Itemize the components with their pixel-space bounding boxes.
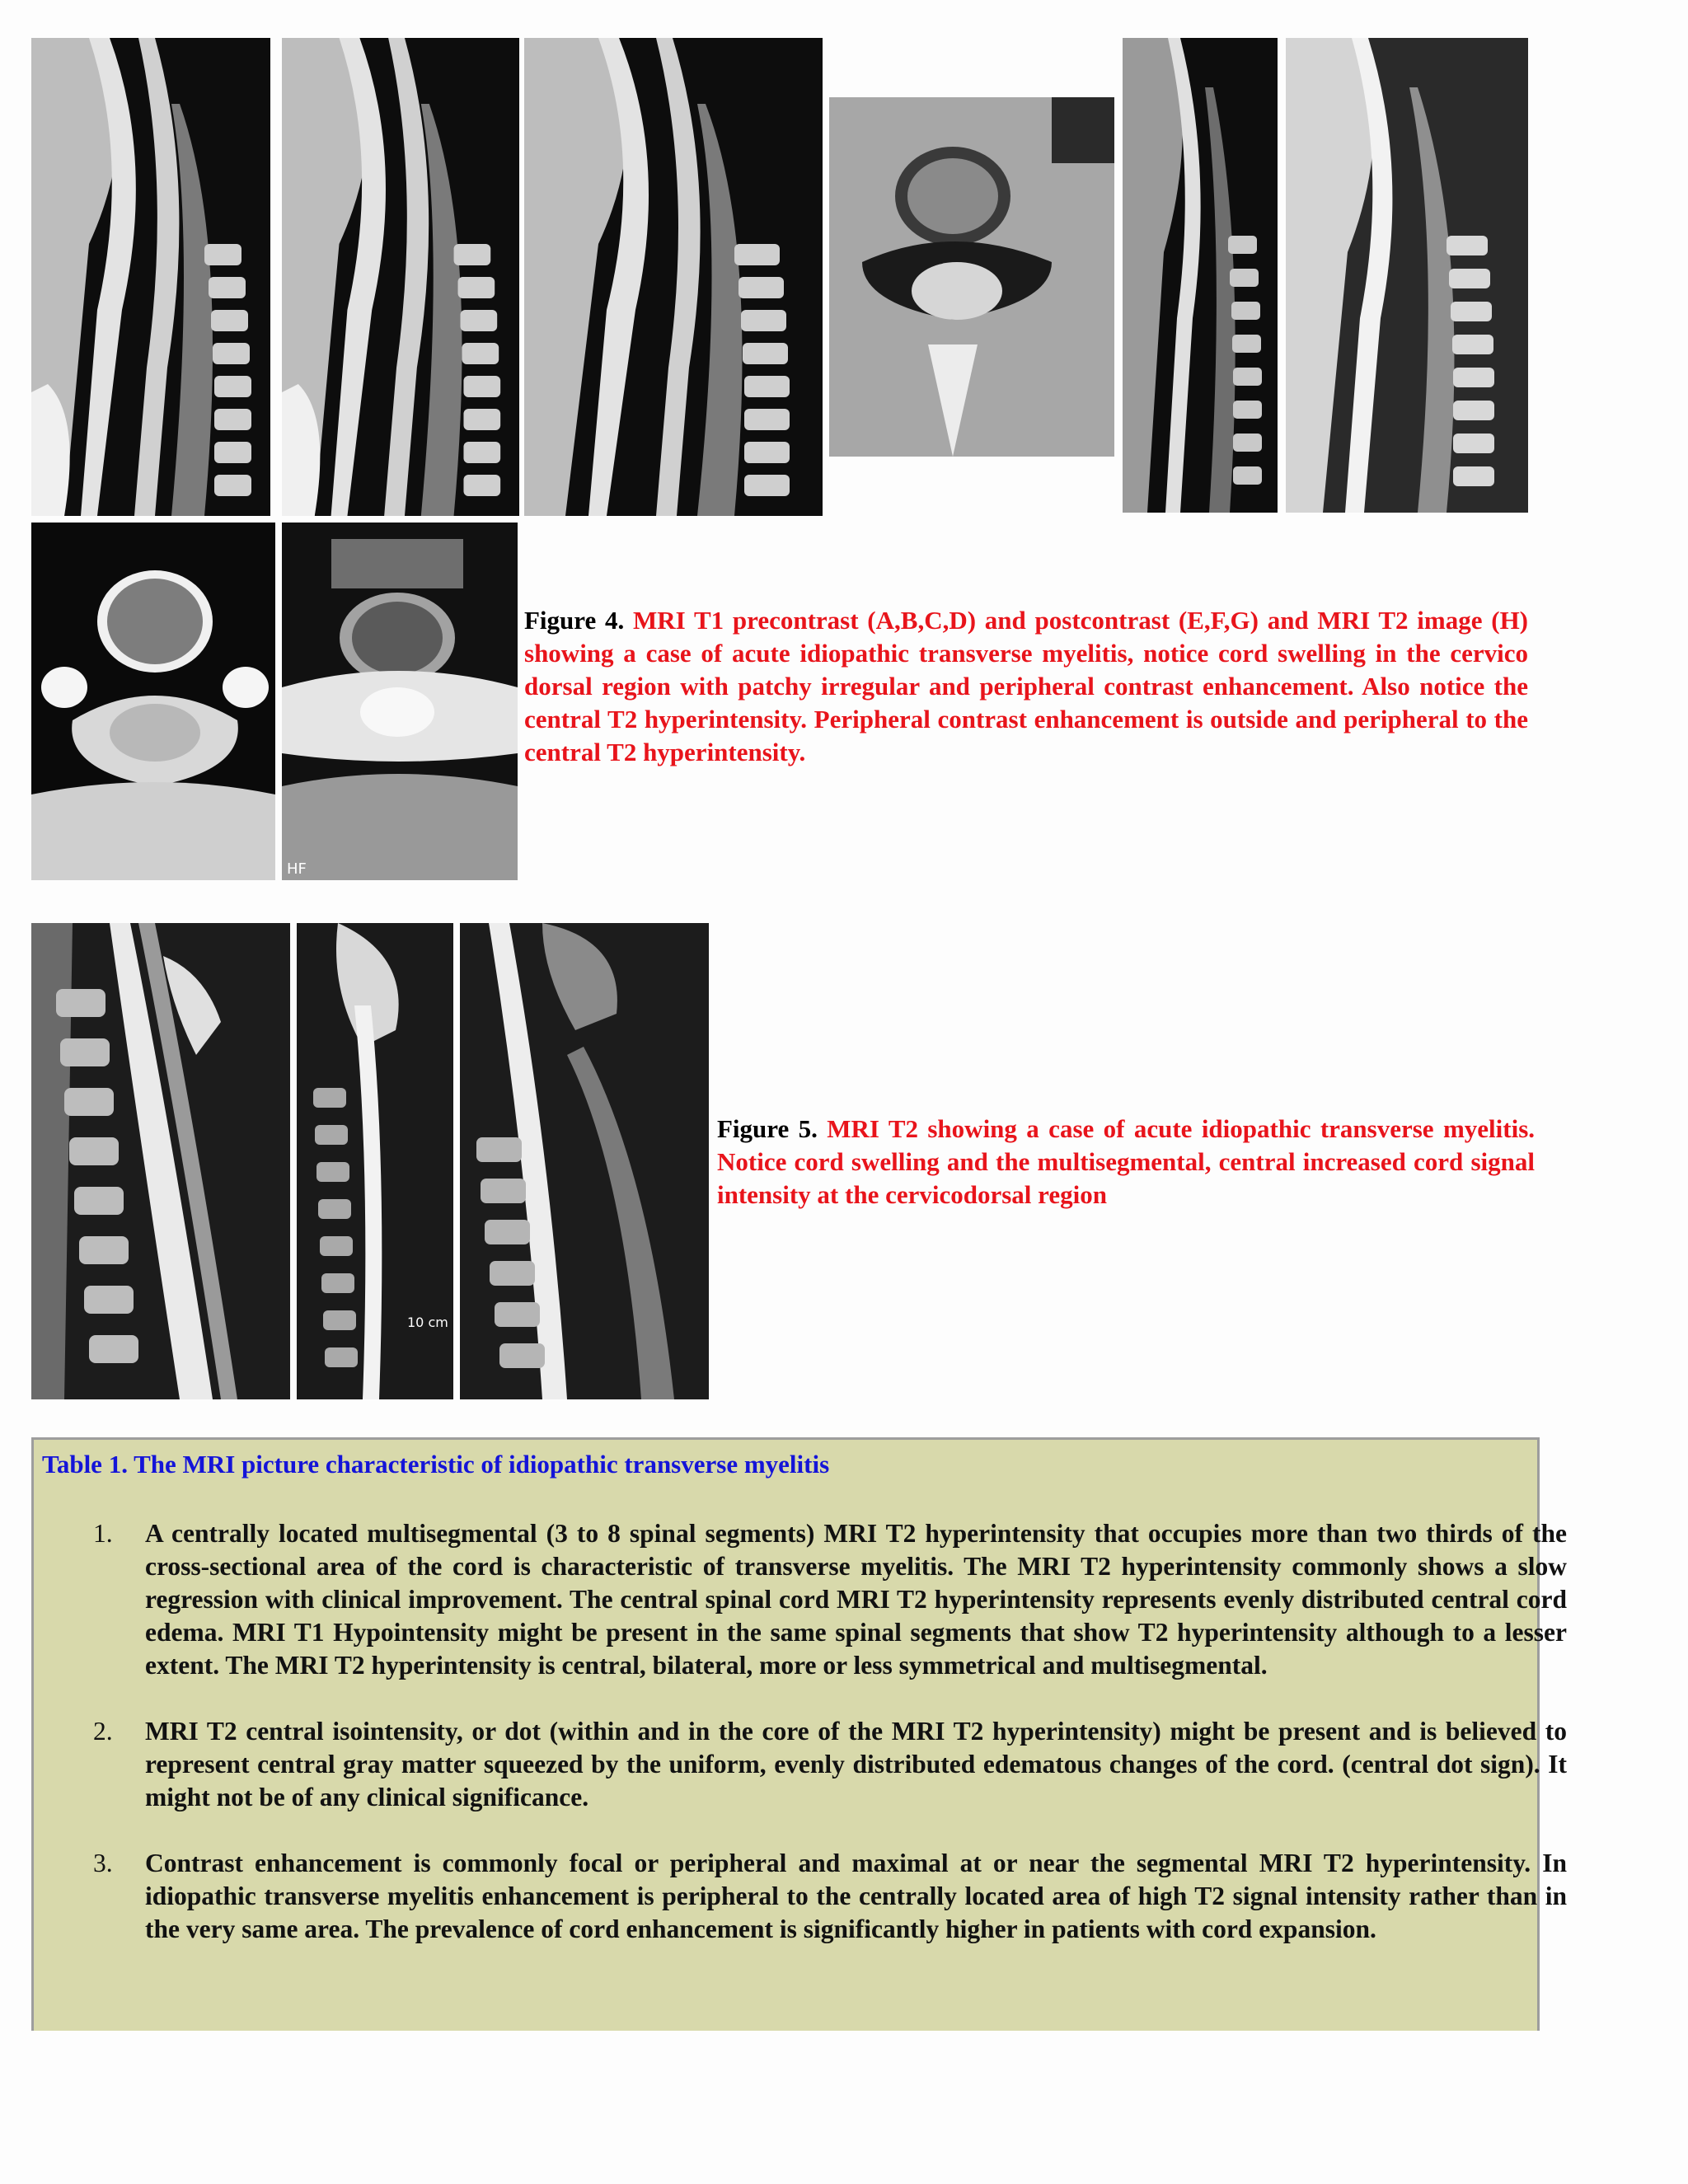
mri-sagittal-image-a: [31, 38, 270, 516]
mri-sagittal-image-c: [524, 38, 823, 516]
mri-t2-sagittal-image-2: [297, 923, 453, 1399]
figure-5-label: Figure 5.: [717, 1114, 818, 1143]
list-item-number: 1.: [93, 1519, 113, 1548]
mri-axial-image-g: [31, 523, 275, 880]
list-item: [93, 1517, 1567, 1682]
mri-sagittal-image-f: [1286, 38, 1528, 513]
list-item-number: 3.: [93, 1849, 113, 1877]
mri-sagittal-image-b: [282, 38, 519, 516]
mri-sagittal-image-e: [1123, 38, 1278, 513]
list-item: [93, 1715, 1567, 1814]
list-item-text: A centrally located multisegmental (3 to 8 spinal segments) MRI T2 hyperintensity that occupies more than two thirds of the cross-sectional area of the cord is characteristic of transverse myelitis. The MRI T2 hyperintensity commonly shows a slow regression with clinical improvement. The central spinal cord MRI T2 hyperintensity represents evenly distributed central cord edema. MRI T1 Hypointensity might be present in the same spinal segments that show T2 hyperintensity although to a lesser extent. The MRI T2 hyperintensity is central, bilateral, more or less symmetrical and multisegmental.: [145, 1519, 1567, 1680]
image-mark-scale: 10 cm: [407, 1315, 448, 1330]
list-item-number: 2.: [93, 1717, 113, 1746]
table-1-title: Table 1. The MRI picture characteristic of idiopathic transverse myelitis: [42, 1450, 830, 1479]
figure-4-caption-text: MRI T1 precontrast (A,B,C,D) and postcontrast (E,F,G) and MRI T2 image (H) showing a case of acute idiopathic transverse myelitis, notice cord swelling in the cervico dorsal region with patchy irregular and peripheral contrast enhancement. Also notice the central T2 hyperintensity. Peripheral contrast enhancement is outside and peripheral to the central T2 hyperintensity.: [524, 606, 1528, 766]
mri-t2-sagittal-image-3: [460, 923, 709, 1399]
list-item: [93, 1847, 1567, 1946]
figure-4-label: Figure 4.: [524, 606, 625, 635]
list-item-text: Contrast enhancement is commonly focal or peripheral and maximal at or near the segmental MRI T2 hyperintensity. In idiopathic transverse myelitis enhancement is peripheral to the centrally located area of high T2 signal intensity rather than in the very same area. The prevalence of cord enhancement is significantly higher in patients with cord expansion.: [145, 1849, 1567, 1943]
table-1-list: [93, 1517, 1567, 1979]
list-item-text: MRI T2 central isointensity, or dot (within and in the core of the MRI T2 hyperintensity) might be present and is believed to represent central gray matter squeezed by the uniform, evenly distributed edematous changes of the cord. (central dot sign). It might not be of any clinical significance.: [145, 1717, 1567, 1811]
table-1-box: [31, 1437, 1567, 2031]
image-mark-hf: HF: [287, 860, 307, 878]
figure-4-caption: [524, 604, 1528, 769]
figure-5-caption-text: MRI T2 showing a case of acute idiopathic transverse myelitis. Notice cord swelling and the multisegmental, central increased cord signal intensity at the cervicodorsal region: [717, 1114, 1536, 1209]
mri-t2-sagittal-image-1: [31, 923, 290, 1399]
mri-axial-image-d: [829, 97, 1114, 457]
figure-5-caption: [717, 1113, 1535, 1212]
mri-axial-image-h: [282, 523, 518, 880]
